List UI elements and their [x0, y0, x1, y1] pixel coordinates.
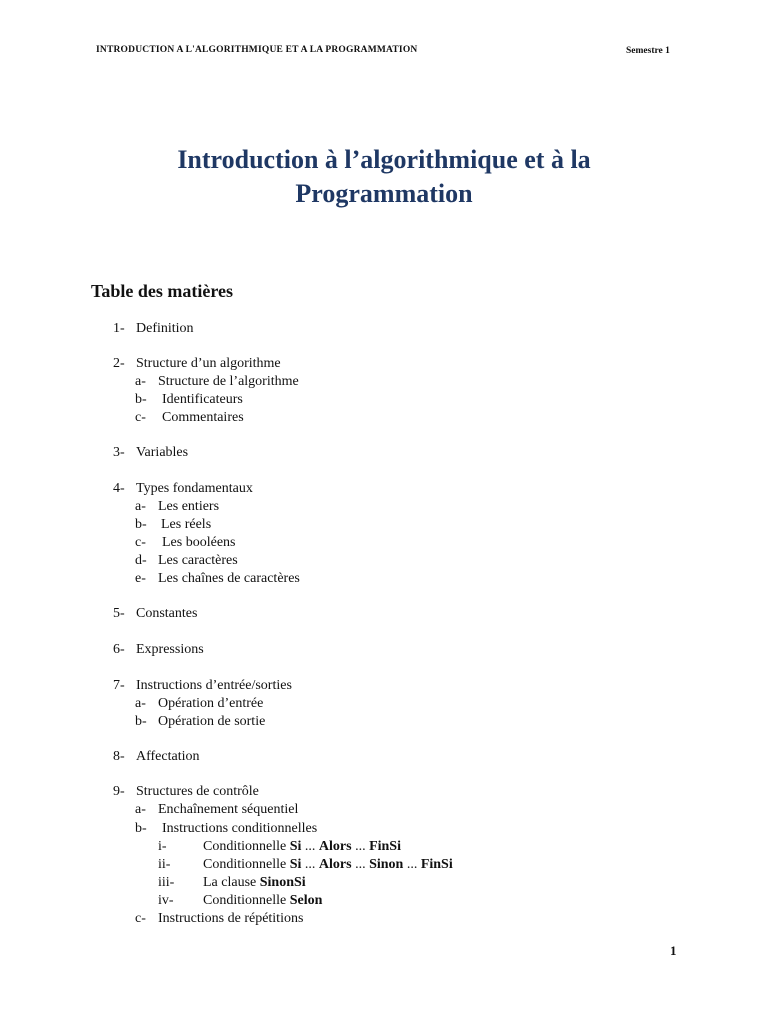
toc-item-number: a-: [135, 499, 146, 514]
toc-item-number: ii-: [158, 857, 171, 872]
toc-item-number: 9-: [113, 784, 125, 799]
toc-item-text: Opération d’entrée: [158, 696, 264, 711]
toc-item-number: a-: [135, 374, 146, 389]
toc-item-number: i-: [158, 839, 167, 854]
toc-item-number: 6-: [113, 642, 125, 657]
toc-item-number: b-: [135, 392, 147, 407]
toc-item-text: Opération de sortie: [158, 714, 266, 729]
toc-item-text: Conditionnelle Si ... Alors ... Sinon ... FinSi: [203, 857, 453, 872]
toc-item-text: Les entiers: [158, 499, 220, 514]
toc-item-number: a-: [135, 802, 146, 817]
toc-item-text: Structure d’un algorithme: [136, 356, 281, 371]
toc-item-text: Identificateurs: [162, 392, 243, 407]
toc-item-number: iv-: [158, 893, 174, 908]
toc-item-text: Affectation: [136, 749, 200, 764]
toc-item-text: Conditionnelle Si ... Alors ... FinSi: [203, 839, 401, 854]
toc-item-number: 1-: [113, 321, 125, 336]
toc-item-text: Instructions d’entrée/sorties: [136, 678, 292, 693]
toc-item-text: Les chaînes de caractères: [158, 571, 300, 586]
toc-item-text: Structures de contrôle: [136, 784, 259, 799]
toc-item-text: Variables: [136, 445, 189, 460]
toc-item-number: 8-: [113, 749, 125, 764]
toc-item-number: b-: [135, 821, 147, 836]
toc-item-number: 4-: [113, 481, 125, 496]
document-title: [100, 143, 668, 211]
toc-item-number: 5-: [113, 606, 125, 621]
toc-item-text: Instructions de répétitions: [158, 911, 304, 926]
toc-item-text: Les booléens: [162, 535, 236, 550]
toc-item-number: c-: [135, 410, 146, 425]
toc-item-number: iii-: [158, 875, 175, 890]
toc-item-number: 7-: [113, 678, 125, 693]
toc-item-text: Conditionnelle Selon: [203, 893, 323, 908]
toc-item-text: Enchaînement séquentiel: [158, 802, 299, 817]
running-header-title: INTRODUCTION A L'ALGORITHMIQUE ET A LA PROGRAMMATION: [96, 45, 418, 55]
document-title-line-1: Introduction à l’algorithmique et à la: [177, 145, 591, 174]
toc-item-text: Structure de l’algorithme: [158, 374, 299, 389]
toc-item-number: d-: [135, 553, 147, 568]
toc-item-text: Les caractères: [158, 553, 238, 568]
toc-item-number: b-: [135, 517, 147, 532]
toc-item-text: Types fondamentaux: [136, 481, 253, 496]
toc-item-number: a-: [135, 696, 146, 711]
toc-item-text: Definition: [136, 321, 194, 336]
toc-item-number: b-: [135, 714, 147, 729]
toc-item-text: Les réels: [161, 517, 212, 532]
toc-item-text: Expressions: [136, 642, 204, 657]
toc-item-number: 2-: [113, 356, 125, 371]
toc-item-text: Commentaires: [162, 410, 244, 425]
toc-heading: Table des matières: [91, 281, 233, 301]
toc-item-number: e-: [135, 571, 146, 586]
toc-item-text: La clause SinonSi: [203, 875, 306, 890]
toc-item-text: Instructions conditionnelles: [162, 821, 318, 836]
running-header-semester: Semestre 1: [626, 46, 670, 56]
document-title-line-2: Programmation: [295, 179, 473, 208]
page-number: 1: [670, 943, 677, 958]
toc-item-number: c-: [135, 911, 146, 926]
toc-item-number: c-: [135, 535, 146, 550]
toc-item-number: 3-: [113, 445, 125, 460]
toc-item-text: Constantes: [136, 606, 198, 621]
